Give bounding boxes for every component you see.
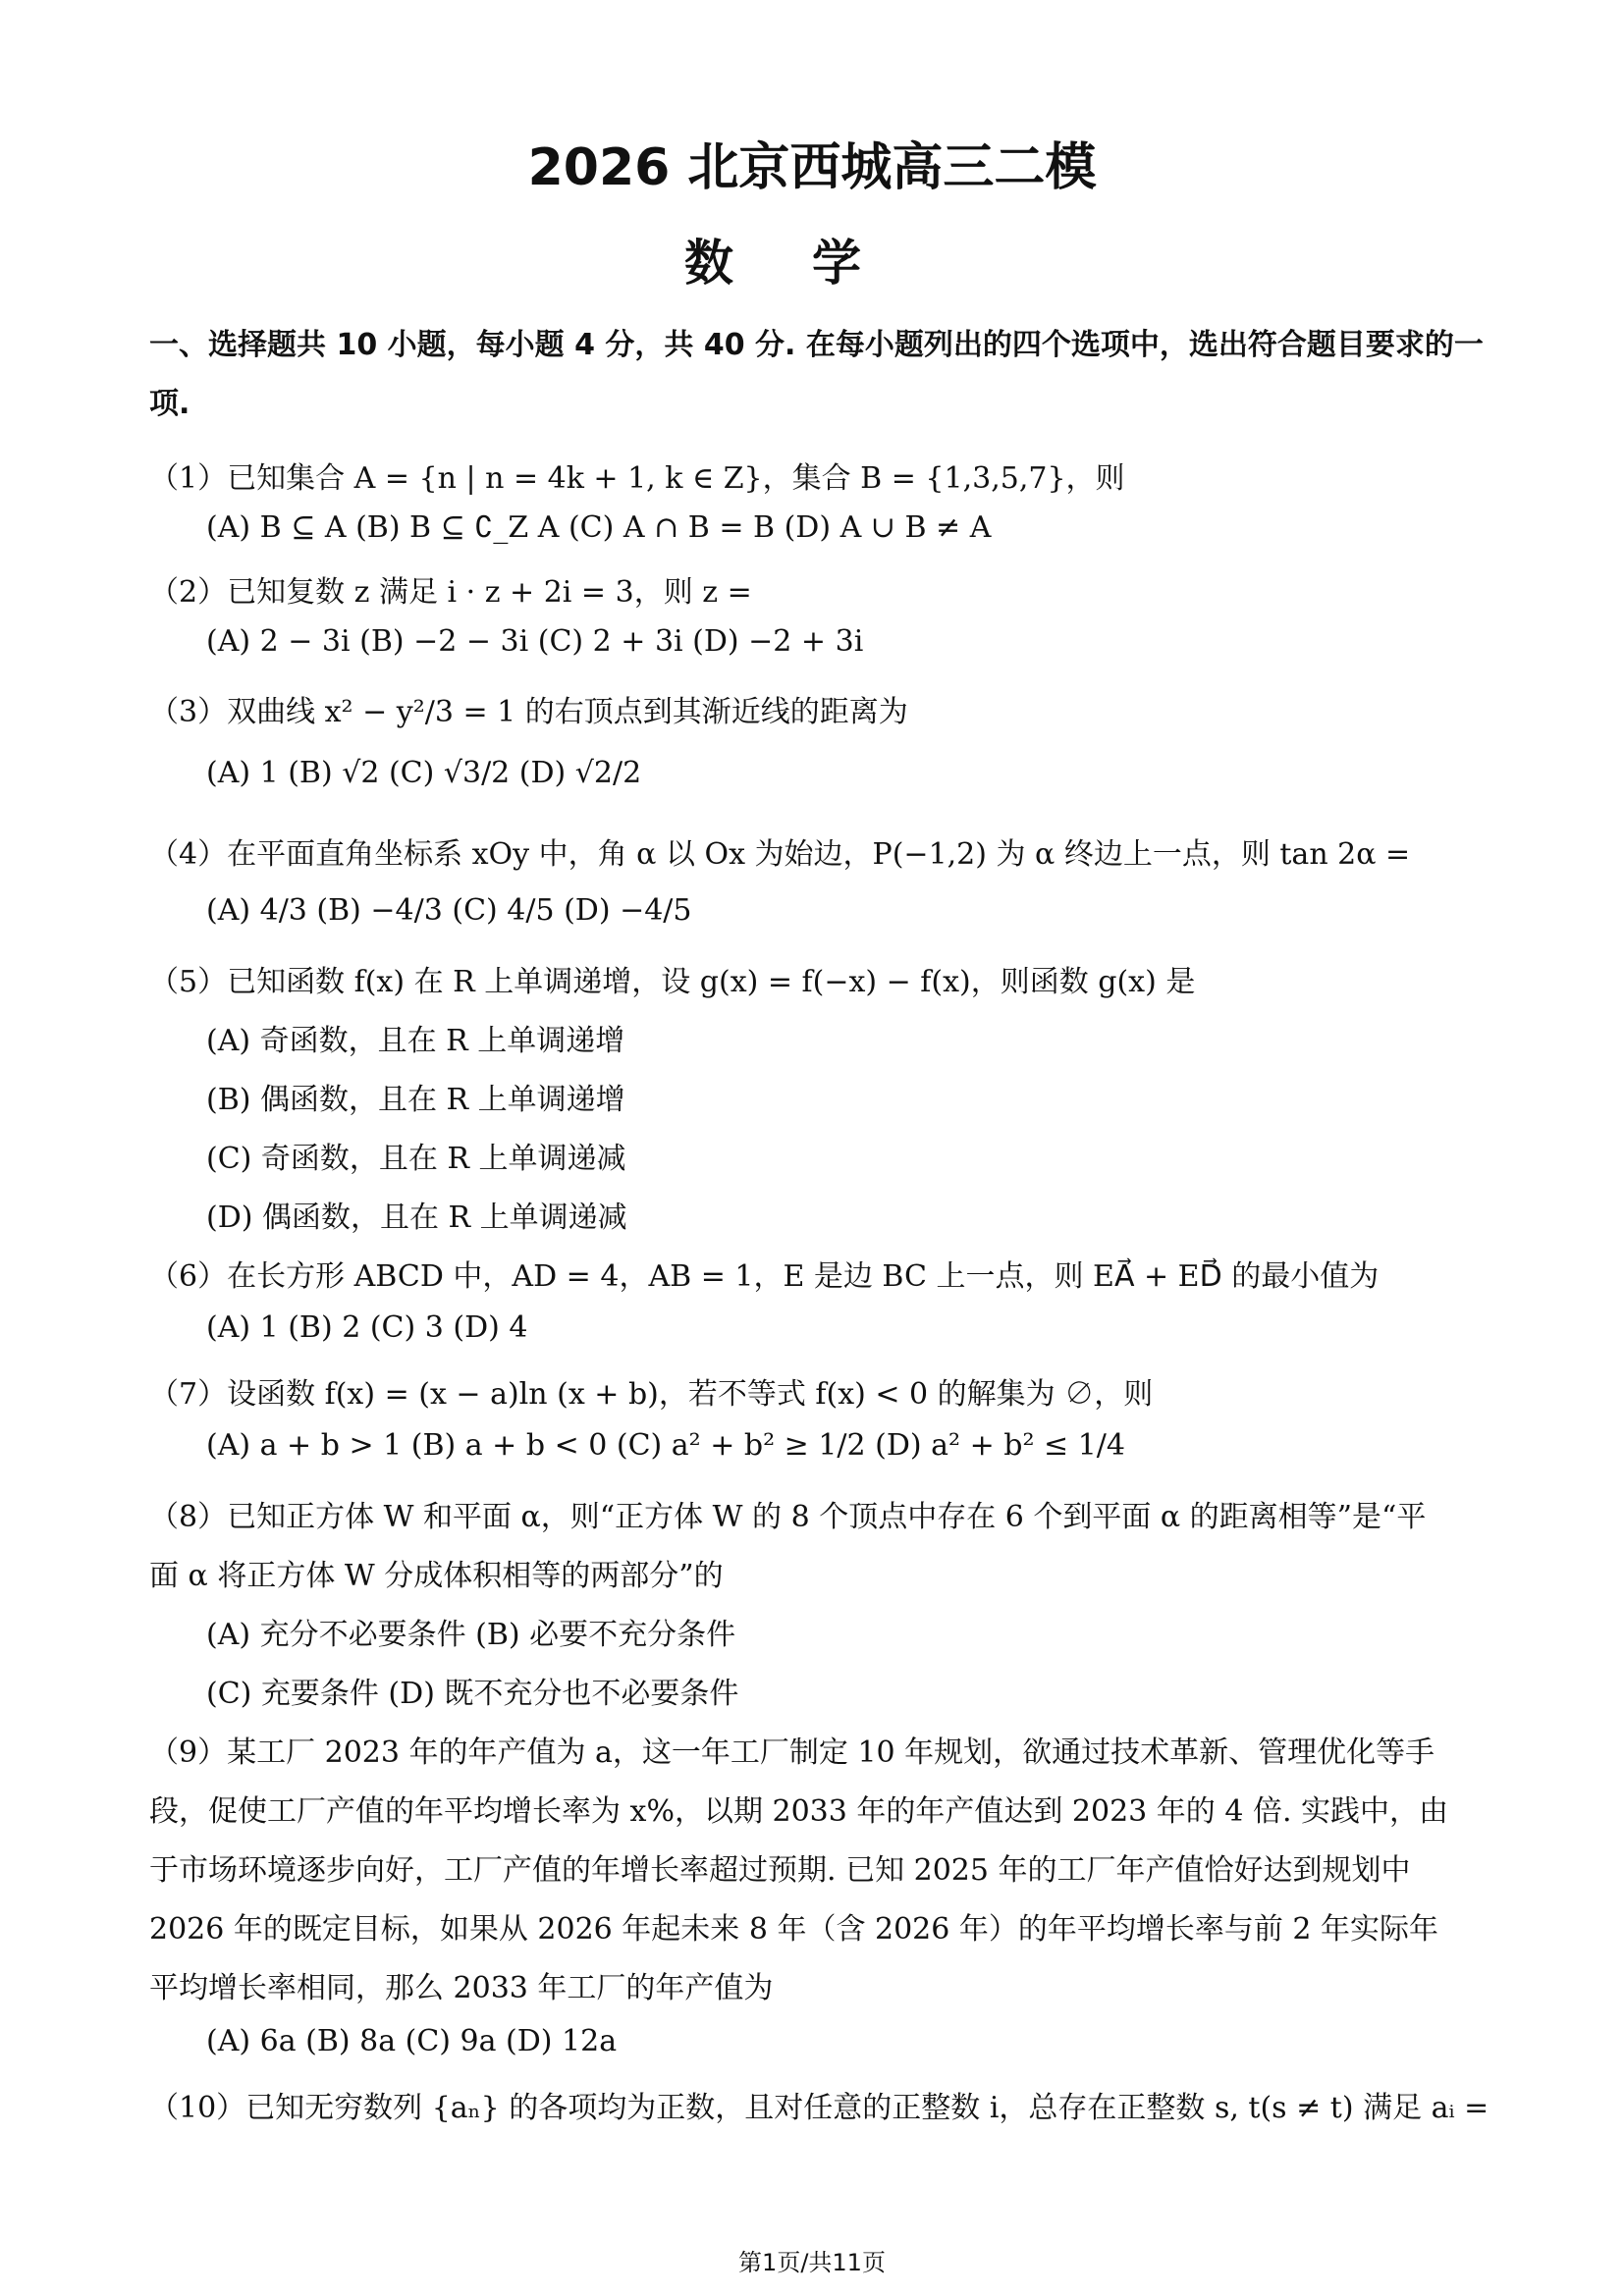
section-heading: 一、选择题共 10 小题，每小题 4 分，共 40 分. 在每小题列出的四个选项中，选出符合题目要求的一项. [149,328,1484,421]
question-line: （10）已知无穷数列 {aₙ} 的各项均为正数，且对任意的正整数 i，总存在正整数 s, t(s ≠ t) 满足 aᵢ = [149,2091,1489,2125]
option-line: (B) 偶函数，且在 R 上单调递增 [206,1083,625,1117]
option-line: (A) 6a (B) 8a (C) 9a (D) 12a [206,2024,618,2058]
option-line: (C) 奇函数，且在 R 上单调递减 [206,1142,626,1176]
question-line: （9）某工厂 2023 年的年产值为 a，这一年工厂制定 10 年规划，欲通过技术革新、管理优化等手 [149,1735,1435,1770]
option-line: (A) a + b > 1 (B) a + b < 0 (C) a² + b² ≥ 1/2 (D) a² + b² ≤ 1/4 [206,1428,1125,1463]
option-line: (A) 1 (B) 2 (C) 3 (D) 4 [206,1310,528,1345]
option-line: (C) 充要条件 (D) 既不充分也不必要条件 [206,1677,739,1711]
option-line: (D) 偶函数，且在 R 上单调递减 [206,1201,627,1235]
question-line: （6）在长方形 ABCD 中，AD = 4，AB = 1，E 是边 BC 上一点，则 EA⃗ + ED⃗ 的最小值为 [149,1259,1380,1294]
question-line: （3）双曲线 x² − y²/3 = 1 的右顶点到其渐近线的距离为 [149,695,908,729]
question-line: （8）已知正方体 W 和平面 α，则“正方体 W 的 8 个顶点中存在 6 个到平面 α 的距离相等”是“平 [149,1500,1427,1534]
page-title: 2026 北京西城高三二模 [527,138,1097,197]
subject-title: 数学 [684,235,940,292]
question-line: （2）已知复数 z 满足 i · z + 2i = 3，则 z = [149,575,752,610]
paragraph-line: 平均增长率相同，那么 2033 年工厂的年产值为 [149,1971,774,2005]
option-line: (A) 1 (B) √2 (C) √3/2 (D) √2/2 [206,756,642,790]
option-line: (A) 4/3 (B) −4/3 (C) 4/5 (D) −4/5 [206,893,692,928]
question-line: （4）在平面直角坐标系 xOy 中，角 α 以 Ox 为始边，P(−1,2) 为 α 终边上一点，则 tan 2α = [149,837,1411,872]
paragraph-line: 段，促使工厂产值的年平均增长率为 x%，以期 2033 年的年产值达到 2023 年的 4 倍. 实践中，由 [149,1794,1449,1829]
paragraph-line: 2026 年的既定目标，如果从 2026 年起未来 8 年（含 2026 年）的年平均增长率与前 2 年实际年 [149,1912,1439,1947]
option-line: (A) 充分不必要条件 (B) 必要不充分条件 [206,1618,736,1652]
option-line: (A) B ⊆ A (B) B ⊆ ∁_Z A (C) A ∩ B = B (D) A ∪ B ≠ A [206,510,992,545]
paragraph-line: 面 α 将正方体 W 分成体积相等的两部分”的 [149,1559,724,1593]
option-line: (A) 2 − 3i (B) −2 − 3i (C) 2 + 3i (D) −2 + 3i [206,624,864,659]
question-line: （7）设函数 f(x) = (x − a)ln (x + b)，若不等式 f(x) < 0 的解集为 ∅，则 [149,1377,1154,1412]
paragraph-line: 于市场环境逐步向好，工厂产值的年增长率超过预期. 已知 2025 年的工厂年产值恰好达到规划中 [149,1853,1411,1888]
option-line: (A) 奇函数，且在 R 上单调递增 [206,1024,625,1058]
question-line: （1）已知集合 A = {n | n = 4k + 1, k ∈ Z}，集合 B = {1,3,5,7}，则 [149,461,1125,496]
question-line: （5）已知函数 f(x) 在 R 上单调递增，设 g(x) = f(−x) − f(x)，则函数 g(x) 是 [149,965,1196,999]
page-number: 第1页/共11页 [738,2249,886,2276]
